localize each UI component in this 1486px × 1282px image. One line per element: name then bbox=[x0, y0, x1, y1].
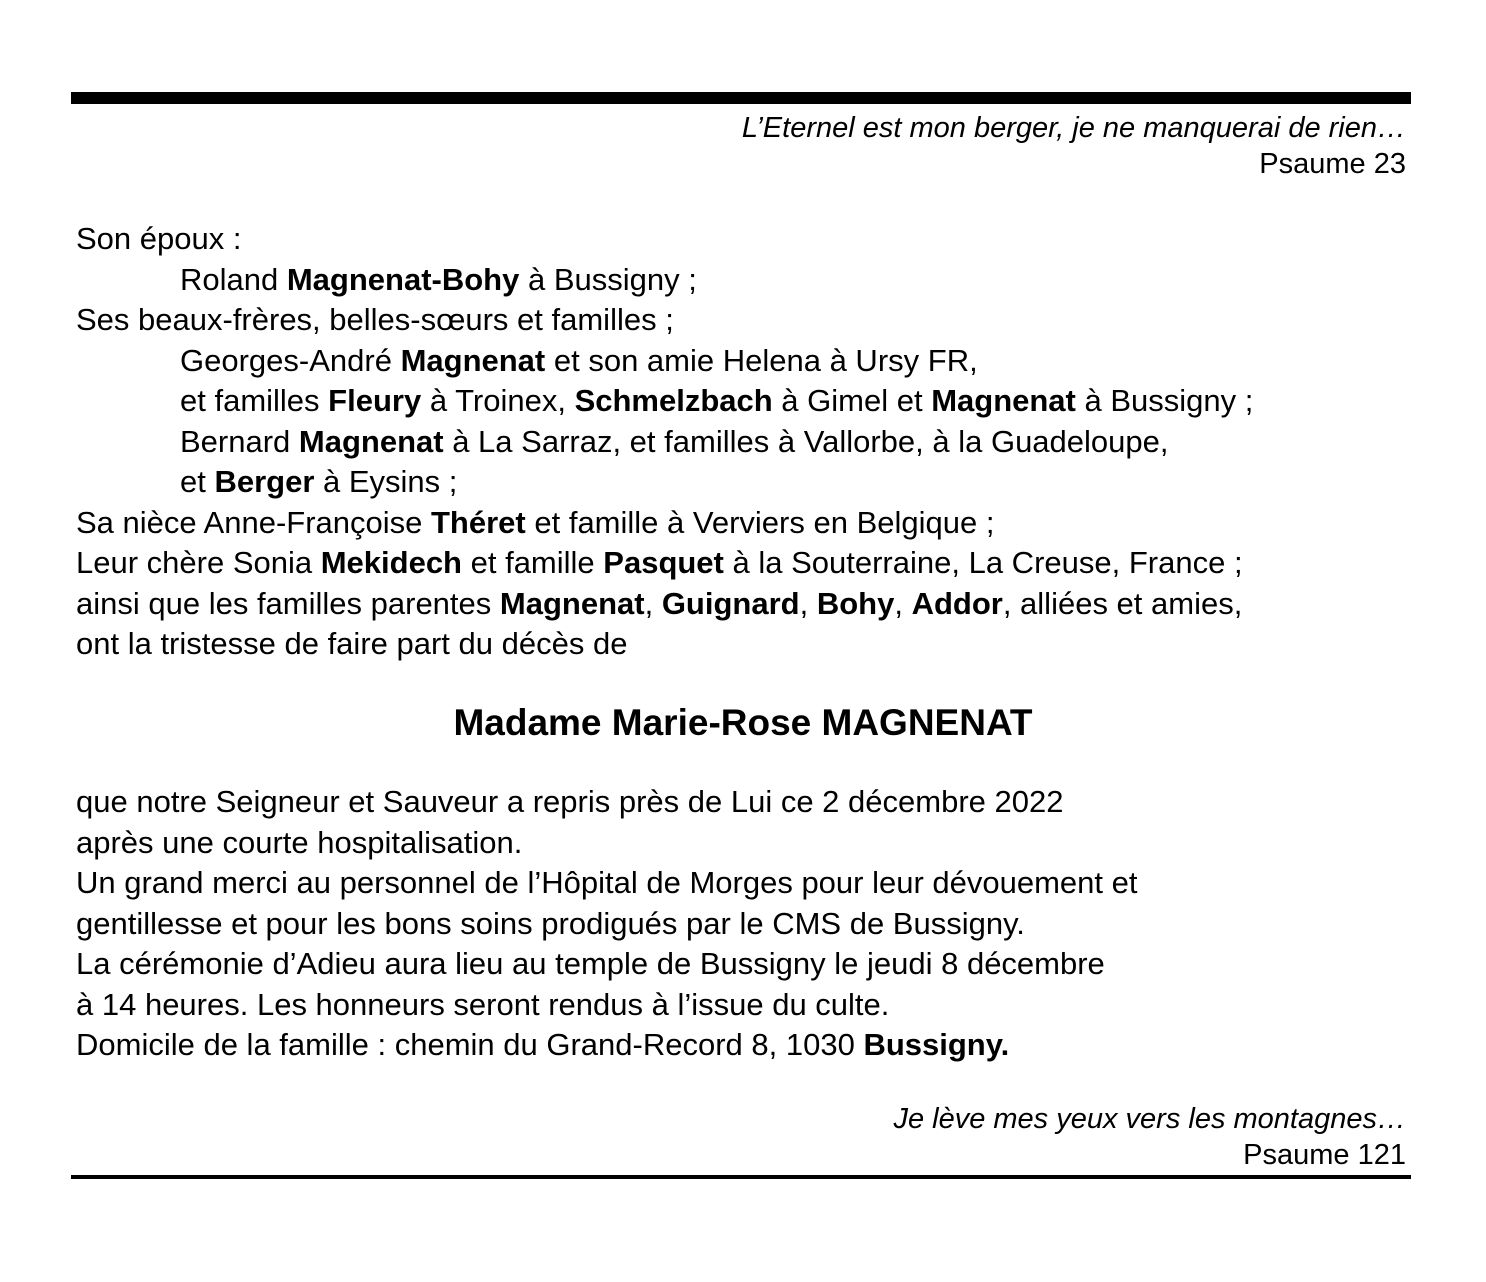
details-line-5: La cérémonie d’Adieu aura lieu au temple de Bussigny le jeudi 8 décembre bbox=[76, 946, 1105, 981]
psalm-reference-top: Psaume 23 bbox=[1259, 148, 1406, 180]
details-line-4: gentillesse et pour les bons soins prodigués par le CMS de Bussigny. bbox=[76, 905, 1025, 941]
inlaws-label: Ses beaux-frères, belles-sœurs et familles ; bbox=[76, 302, 674, 337]
spouse-label: Son époux : bbox=[76, 221, 242, 256]
announcement-line: ont la tristesse de faire part du décès de bbox=[76, 626, 628, 661]
details-line-2: après une courte hospitalisation. bbox=[76, 824, 523, 860]
sonia-line: Leur chère Sonia Mekidech et famille Pasquet à la Souterraine, La Creuse, France ; bbox=[76, 545, 1243, 580]
parents-line: ainsi que les familles parentes Magnenat, Guignard, Bohy, Addor, alliées et amies, bbox=[76, 585, 1243, 621]
psalm-epigraph-top bbox=[742, 110, 1406, 182]
psalm-reference-bottom: Psaume 121 bbox=[1243, 1139, 1406, 1171]
spouse-surname: Magnenat-Bohy bbox=[286, 261, 520, 297]
psalm-quote-bottom: Je lève mes yeux vers les montagnes… bbox=[893, 1103, 1406, 1135]
ceremony-details bbox=[76, 782, 1416, 1066]
psalm-epigraph-bottom bbox=[893, 1101, 1406, 1173]
top-rule bbox=[71, 92, 1411, 104]
berger-line: et Berger à Eysins ; bbox=[180, 464, 458, 499]
bottom-rule bbox=[71, 1175, 1411, 1179]
families-line: et familles Fleury à Troinex, Schmelzbach à Gimel et Magnenat à Bussigny ; bbox=[180, 383, 1254, 418]
details-line-6: à 14 heures. Les honneurs seront rendus à l’issue du culte. bbox=[76, 986, 890, 1022]
family-list bbox=[76, 219, 1416, 665]
bernard-line: Bernard Magnenat à La Sarraz, et familles à Vallorbe, à la Guadeloupe, bbox=[180, 423, 1169, 459]
details-line-3: Un grand merci au personnel de l’Hôpital de Morges pour leur dévouement et bbox=[76, 865, 1138, 900]
family-address: Domicile de la famille : chemin du Grand-Record 8, 1030 Bussigny. bbox=[76, 1027, 1010, 1062]
deceased-name: Madame Marie-Rose MAGNENAT bbox=[453, 702, 1033, 743]
georges-line: Georges-André Magnenat et son amie Helena à Ursy FR, bbox=[180, 342, 978, 378]
psalm-quote-top: L’Eternel est mon berger, je ne manquerai de rien… bbox=[741, 112, 1406, 144]
niece-line: Sa nièce Anne-Françoise Théret et famille à Verviers en Belgique ; bbox=[76, 504, 995, 540]
address-town: Bussigny. bbox=[863, 1027, 1010, 1062]
spouse-line: Roland Magnenat-Bohy à Bussigny ; bbox=[180, 261, 697, 297]
details-line-1: que notre Seigneur et Sauveur a repris près de Lui ce 2 décembre 2022 bbox=[76, 784, 1064, 819]
